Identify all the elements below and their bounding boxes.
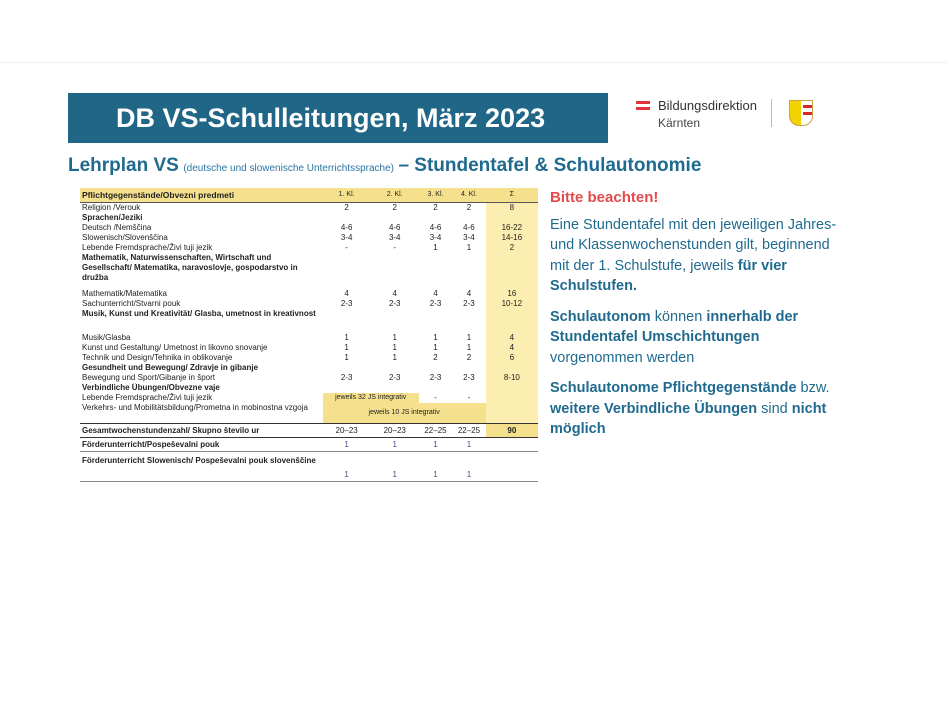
heading-sub: (deutsche und slowenische Unterrichtssprache) bbox=[183, 163, 394, 174]
cell: 22–25 bbox=[452, 424, 485, 438]
row-label: Musik/Glasba bbox=[82, 333, 131, 342]
note-text: können bbox=[650, 308, 707, 325]
cell: 4 bbox=[466, 289, 472, 298]
table-row bbox=[80, 353, 538, 363]
cell: 1 bbox=[344, 353, 349, 362]
logo-line2: Kärnten bbox=[658, 116, 701, 130]
table-row bbox=[80, 333, 538, 343]
cell: 1 bbox=[466, 333, 472, 342]
row-label: Verkehrs- und Mobilitätsbildung/Prometna in mobinostna vzgoja bbox=[82, 403, 308, 412]
row-label: Deutsch /Nemščina bbox=[82, 223, 152, 232]
cell: 20–23 bbox=[371, 424, 419, 438]
cell: 2 bbox=[392, 203, 397, 212]
row-label: Religion /Verouk bbox=[82, 203, 141, 212]
row-label: Sachunterricht/Stvarni pouk bbox=[82, 299, 181, 308]
table-row bbox=[80, 343, 538, 353]
note-text: sind bbox=[757, 400, 792, 417]
cell: 4-6 bbox=[429, 223, 442, 232]
cell: 2 bbox=[344, 203, 349, 212]
header-subject: Pflichtgegenstände/Obvezni predmeti bbox=[80, 188, 323, 203]
sum-cell: 6 bbox=[486, 353, 538, 363]
cell: 2-3 bbox=[388, 373, 401, 382]
sum-cell: 8-10 bbox=[486, 373, 538, 383]
cell: 1 bbox=[419, 438, 452, 452]
cell: 1 bbox=[323, 452, 371, 482]
note-text: bzw. bbox=[796, 380, 830, 396]
cell: 2 bbox=[466, 203, 472, 212]
note-paragraph-3 bbox=[550, 378, 840, 440]
sum-cell bbox=[486, 253, 538, 289]
note-emphasis: innerhalb der Stundentafel Umschichtungen bbox=[550, 308, 799, 345]
carinthia-crest-icon bbox=[789, 100, 813, 126]
table-group-row bbox=[80, 383, 538, 393]
cell: 22–25 bbox=[419, 424, 452, 438]
sum-cell bbox=[486, 383, 538, 393]
row-label: Lebende Fremdsprache/Živi tuji jezik bbox=[82, 393, 213, 402]
table-row bbox=[80, 438, 538, 452]
sum-cell bbox=[486, 309, 538, 333]
table-row bbox=[80, 223, 538, 233]
sum-cell: 4 bbox=[486, 333, 538, 343]
header-k3: 3. Kl. bbox=[419, 188, 452, 203]
table-row bbox=[80, 393, 538, 403]
row-label: Kunst und Gestaltung/ Umetnost in likovno snovanje bbox=[82, 343, 268, 352]
cell: - bbox=[467, 393, 471, 402]
table-row bbox=[80, 452, 538, 482]
sum-cell bbox=[486, 213, 538, 223]
table-group-row bbox=[80, 213, 538, 223]
cell: 3-4 bbox=[340, 233, 353, 242]
sum-cell bbox=[486, 403, 538, 424]
note-emphasis: Schulautonome Pflichtgegenstände bbox=[550, 380, 797, 396]
note-text: vorgenommen werden bbox=[550, 349, 695, 366]
cell: 1 bbox=[452, 438, 485, 452]
cell: 3-4 bbox=[463, 233, 475, 242]
table-row bbox=[80, 403, 538, 424]
bildungsdirektion-logo bbox=[636, 98, 826, 138]
cell: 1 bbox=[433, 243, 438, 252]
note-emphasis: nicht möglich bbox=[550, 400, 827, 437]
cell: 1 bbox=[323, 438, 371, 452]
sum-cell bbox=[486, 363, 538, 373]
cell: 1 bbox=[419, 452, 452, 482]
cell: 4 bbox=[433, 289, 438, 298]
cell: 1 bbox=[371, 452, 419, 482]
integrativ-note: jeweils 10 JS integrativ bbox=[323, 403, 486, 424]
cell: 4 bbox=[392, 289, 397, 298]
heading-main: Lehrplan VS bbox=[68, 155, 179, 176]
cell: 4-6 bbox=[388, 223, 401, 232]
cell: 1 bbox=[452, 452, 485, 482]
sum-cell: 2 bbox=[486, 243, 538, 253]
sum-cell: 16 bbox=[486, 289, 538, 299]
cell: 1 bbox=[371, 438, 419, 452]
row-label: Bewegung und Sport/Gibanje in šport bbox=[82, 373, 215, 382]
page-title: DB VS-Schulleitungen, März 2023 bbox=[116, 102, 546, 133]
header-k4: 4. Kl. bbox=[452, 188, 485, 203]
cell: 4 bbox=[344, 289, 349, 298]
cell: 1 bbox=[433, 333, 438, 342]
cell: 2-3 bbox=[429, 373, 442, 382]
cell: 1 bbox=[392, 333, 397, 342]
cell: 1 bbox=[466, 343, 472, 352]
stundentafel-table bbox=[80, 188, 540, 534]
row-label: Gesamtwochenstundenzahl/ Skupno število ur bbox=[80, 424, 323, 438]
row-label: Technik und Design/Tehnika in oblikovanje bbox=[82, 353, 233, 362]
sum-cell bbox=[486, 393, 538, 403]
cell: 2-3 bbox=[463, 373, 475, 382]
austria-flag-icon bbox=[636, 101, 650, 112]
integrativ-note: jeweils 32 JS integrativ bbox=[323, 393, 419, 403]
table-row bbox=[80, 289, 538, 299]
note-paragraph-2 bbox=[550, 307, 840, 369]
cell: 20–23 bbox=[323, 424, 371, 438]
title-banner bbox=[68, 93, 608, 143]
cell: 3-4 bbox=[388, 233, 401, 242]
cell: 2-3 bbox=[463, 299, 475, 308]
cell: - bbox=[345, 243, 348, 252]
row-label: Slowenisch/Slovenščina bbox=[82, 233, 168, 242]
group-label: Mathematik, Naturwissenschaften, Wirtschaft und Gesellschaft/ Matematika, naravoslovje, gospodarstvo in družba bbox=[82, 253, 298, 282]
table-header-row bbox=[80, 188, 538, 203]
note-emphasis: für vier Schulstufen. bbox=[550, 257, 787, 294]
row-label: Förderunterricht/Pospeševalni pouk bbox=[80, 438, 323, 452]
group-label: Musik, Kunst und Kreativität/ Glasba, umetnost in kreativnost bbox=[82, 309, 316, 318]
cell: 2-3 bbox=[340, 299, 353, 308]
row-label: Förderunterricht Slowenisch/ Pospeševalni pouk slovenščine bbox=[80, 452, 323, 482]
table-group-row bbox=[80, 253, 538, 289]
cell: 1 bbox=[344, 343, 349, 352]
top-divider bbox=[0, 62, 948, 63]
cell: 2 bbox=[433, 203, 438, 212]
cell: 4-6 bbox=[340, 223, 353, 232]
cell: 1 bbox=[392, 343, 397, 352]
table-row bbox=[80, 233, 538, 243]
cell: 4-6 bbox=[463, 223, 475, 232]
sum-cell: 4 bbox=[486, 343, 538, 353]
group-label: Gesundheit und Bewegung/ Zdravje in gibanje bbox=[82, 363, 259, 372]
sum-cell: 16-22 bbox=[486, 223, 538, 233]
group-label: Verbindliche Übungen/Obvezne vaje bbox=[82, 383, 220, 392]
cell: 1 bbox=[344, 333, 349, 342]
cell: 1 bbox=[466, 243, 472, 252]
cell: 2-3 bbox=[388, 299, 401, 308]
table-group-row bbox=[80, 309, 538, 333]
logo-line1: Bildungsdirektion bbox=[658, 98, 758, 113]
cell: 2-3 bbox=[429, 299, 442, 308]
cell: 1 bbox=[392, 353, 397, 362]
cell: 2-3 bbox=[340, 373, 353, 382]
row-label: Lebende Fremdsprache/Živi tuji jezik bbox=[82, 243, 213, 252]
section-heading bbox=[68, 155, 838, 177]
logo-divider bbox=[771, 99, 772, 127]
cell: - bbox=[434, 393, 437, 402]
header-k1: 1. Kl. bbox=[323, 188, 371, 203]
cell: 2 bbox=[433, 353, 438, 362]
note-paragraph-1 bbox=[550, 215, 840, 297]
table-total-row bbox=[80, 424, 538, 438]
row-label: Mathematik/Matematika bbox=[82, 289, 167, 298]
table-row bbox=[80, 243, 538, 253]
note-emphasis: Schulautonom bbox=[550, 308, 651, 325]
table-row bbox=[80, 373, 538, 383]
note-emphasis: weitere Verbindliche Übungen bbox=[550, 400, 758, 417]
attention-heading: Bitte beachten! bbox=[550, 189, 659, 206]
table-group-row bbox=[80, 363, 538, 373]
sum-cell: 90 bbox=[486, 424, 538, 438]
sum-cell: 8 bbox=[486, 203, 538, 214]
cell: 3-4 bbox=[429, 233, 442, 242]
note-text: Eine Stundentafel mit den jeweiligen Jahres- und Klassenwochenstunden gilt, beginnend mit der 1. Schulstufe, jeweils bbox=[550, 216, 837, 274]
header-sum: Σ bbox=[486, 188, 538, 203]
table-row bbox=[80, 203, 538, 214]
sum-cell: 14-16 bbox=[486, 233, 538, 243]
cell: 2 bbox=[466, 353, 472, 362]
cell: - bbox=[393, 243, 397, 252]
group-label: Sprachen/Jeziki bbox=[82, 213, 143, 222]
cell: 1 bbox=[433, 343, 438, 352]
header-k2: 2. Kl. bbox=[371, 188, 419, 203]
table-row bbox=[80, 299, 538, 309]
heading-tail: – Stundentafel & Schulautonomie bbox=[398, 155, 702, 176]
sum-cell: 10-12 bbox=[486, 299, 538, 309]
notes-panel bbox=[550, 188, 840, 450]
